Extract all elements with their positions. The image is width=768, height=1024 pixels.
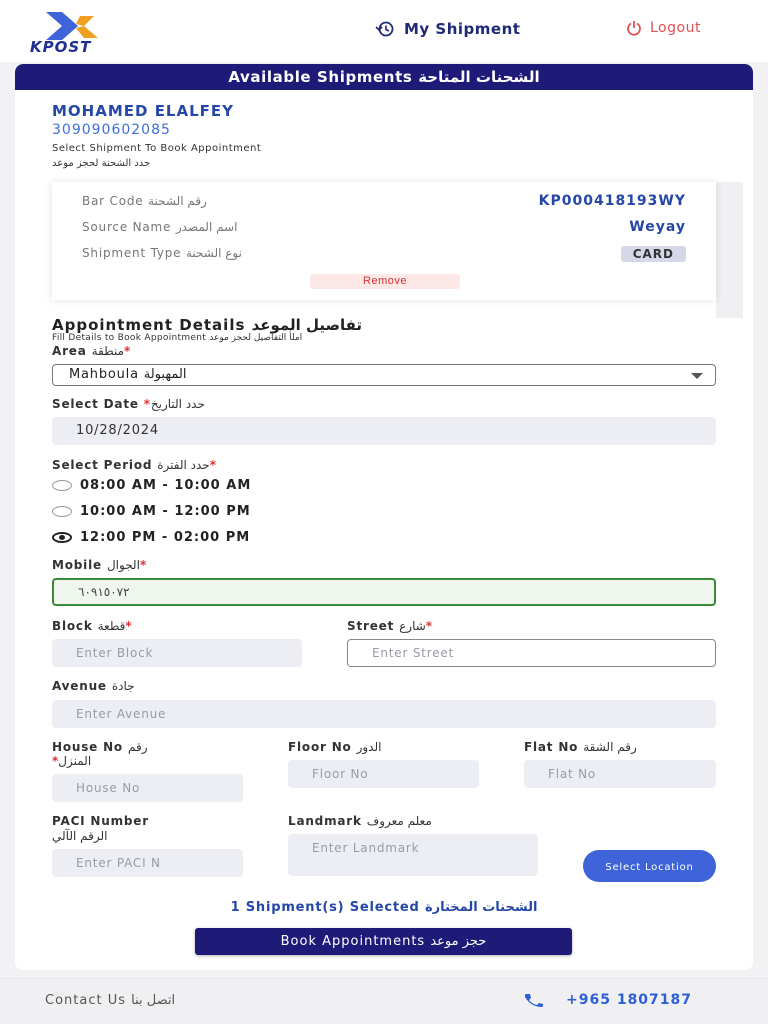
house-label-ar: *المنزل bbox=[52, 754, 92, 768]
booking-card bbox=[15, 64, 753, 970]
avenue-input[interactable] bbox=[52, 700, 716, 728]
flat-input[interactable] bbox=[524, 760, 716, 788]
paci-input[interactable] bbox=[52, 849, 243, 877]
house-label: House No رقم bbox=[52, 740, 148, 754]
landmark-input[interactable] bbox=[288, 834, 538, 876]
area-select[interactable] bbox=[52, 364, 716, 386]
landmark-label: Landmark معلم معروف bbox=[288, 814, 432, 828]
period-option-2[interactable] bbox=[52, 504, 251, 519]
my-shipment-label: My Shipment bbox=[404, 20, 521, 38]
street-input[interactable] bbox=[347, 639, 716, 667]
select-hint-en: Select Shipment To Book Appointment bbox=[52, 143, 262, 154]
footer bbox=[0, 978, 768, 1024]
street-label: Street شارع* bbox=[347, 619, 433, 633]
book-appointments-button[interactable]: Book Appointments حجز موعد bbox=[195, 928, 572, 955]
appointment-subtitle: Fill Details to Book Appointment املأ التفاصيل لحجز موعد bbox=[52, 333, 303, 343]
select-location-button[interactable]: Select Location bbox=[583, 850, 716, 882]
period-option-1[interactable] bbox=[52, 478, 251, 493]
mobile-label: Mobile الجوال* bbox=[52, 558, 147, 572]
customer-name: MOHAMED ELALFEY bbox=[52, 102, 235, 120]
customer-id: 309090602085 bbox=[52, 122, 171, 138]
area-label: Area منطقة* bbox=[52, 344, 131, 358]
logout-link[interactable] bbox=[626, 20, 701, 36]
date-value: 10/28/2024 bbox=[76, 423, 159, 438]
phone-link[interactable] bbox=[522, 992, 692, 1008]
barcode-label: Bar Code رقم الشحنة bbox=[82, 194, 207, 208]
period-option-label: 08:00 AM - 10:00 AM bbox=[80, 478, 252, 493]
chevron-down-icon bbox=[691, 373, 703, 379]
source-value: Weyay bbox=[629, 219, 686, 235]
phone-icon bbox=[522, 993, 546, 1007]
power-icon bbox=[626, 20, 642, 36]
radio-circle-selected[interactable] bbox=[52, 532, 72, 543]
period-option-3[interactable] bbox=[52, 530, 250, 545]
flat-label: Flat No رقم الشقة bbox=[524, 740, 637, 754]
date-label: Select Date *حدد التاريخ bbox=[52, 397, 205, 411]
area-value: Mahboula المهبولة bbox=[69, 367, 187, 382]
mobile-value: ٦٠٩١٥٠٧٢ bbox=[78, 585, 130, 599]
radio-circle[interactable] bbox=[52, 480, 72, 491]
type-badge: CARD bbox=[621, 246, 686, 262]
card-title: Available Shipments الشحنات المتاحة bbox=[15, 64, 753, 90]
appointment-title: Appointment Details تفاصيل الموعد bbox=[52, 316, 363, 334]
barcode-value: KP000418193WY bbox=[538, 193, 686, 209]
shipment-side-strip bbox=[716, 182, 743, 318]
source-label: Source Name اسم المصدر bbox=[82, 220, 238, 234]
radio-circle[interactable] bbox=[52, 506, 72, 517]
period-option-label: 10:00 AM - 12:00 PM bbox=[80, 504, 251, 519]
period-label: Select Period حدد الفترة* bbox=[52, 458, 216, 472]
period-option-label: 12:00 PM - 02:00 PM bbox=[80, 530, 251, 545]
block-label: Block قطعة* bbox=[52, 619, 132, 633]
type-label: Shipment Type نوع الشحنة bbox=[82, 246, 242, 260]
my-shipment-link[interactable] bbox=[374, 20, 520, 38]
paci-label-ar: الرقم الآلي bbox=[52, 829, 108, 843]
house-input[interactable] bbox=[52, 774, 243, 802]
contact-us-link[interactable]: Contact Us اتصل بنا bbox=[45, 993, 176, 1008]
phone-number: +965 1807187 bbox=[566, 992, 693, 1008]
top-bar bbox=[0, 0, 768, 62]
selected-count: 1 Shipment(s) Selected الشحنات المختارة bbox=[230, 900, 538, 915]
logout-label: Logout bbox=[650, 20, 701, 36]
remove-button[interactable]: Remove bbox=[310, 274, 460, 289]
date-input[interactable] bbox=[52, 417, 716, 445]
select-hint-ar: حدد الشحنة لحجز موعد bbox=[52, 158, 151, 169]
floor-input[interactable] bbox=[288, 760, 479, 788]
history-icon bbox=[374, 21, 396, 37]
shipment-item[interactable] bbox=[52, 182, 716, 300]
paci-label: PACI Number bbox=[52, 814, 149, 828]
avenue-label: Avenue جادة bbox=[52, 679, 135, 693]
floor-label: Floor No الدور bbox=[288, 740, 382, 754]
logo-text: KPOST bbox=[30, 38, 92, 56]
mobile-input[interactable] bbox=[52, 578, 716, 606]
block-input[interactable] bbox=[52, 639, 302, 667]
